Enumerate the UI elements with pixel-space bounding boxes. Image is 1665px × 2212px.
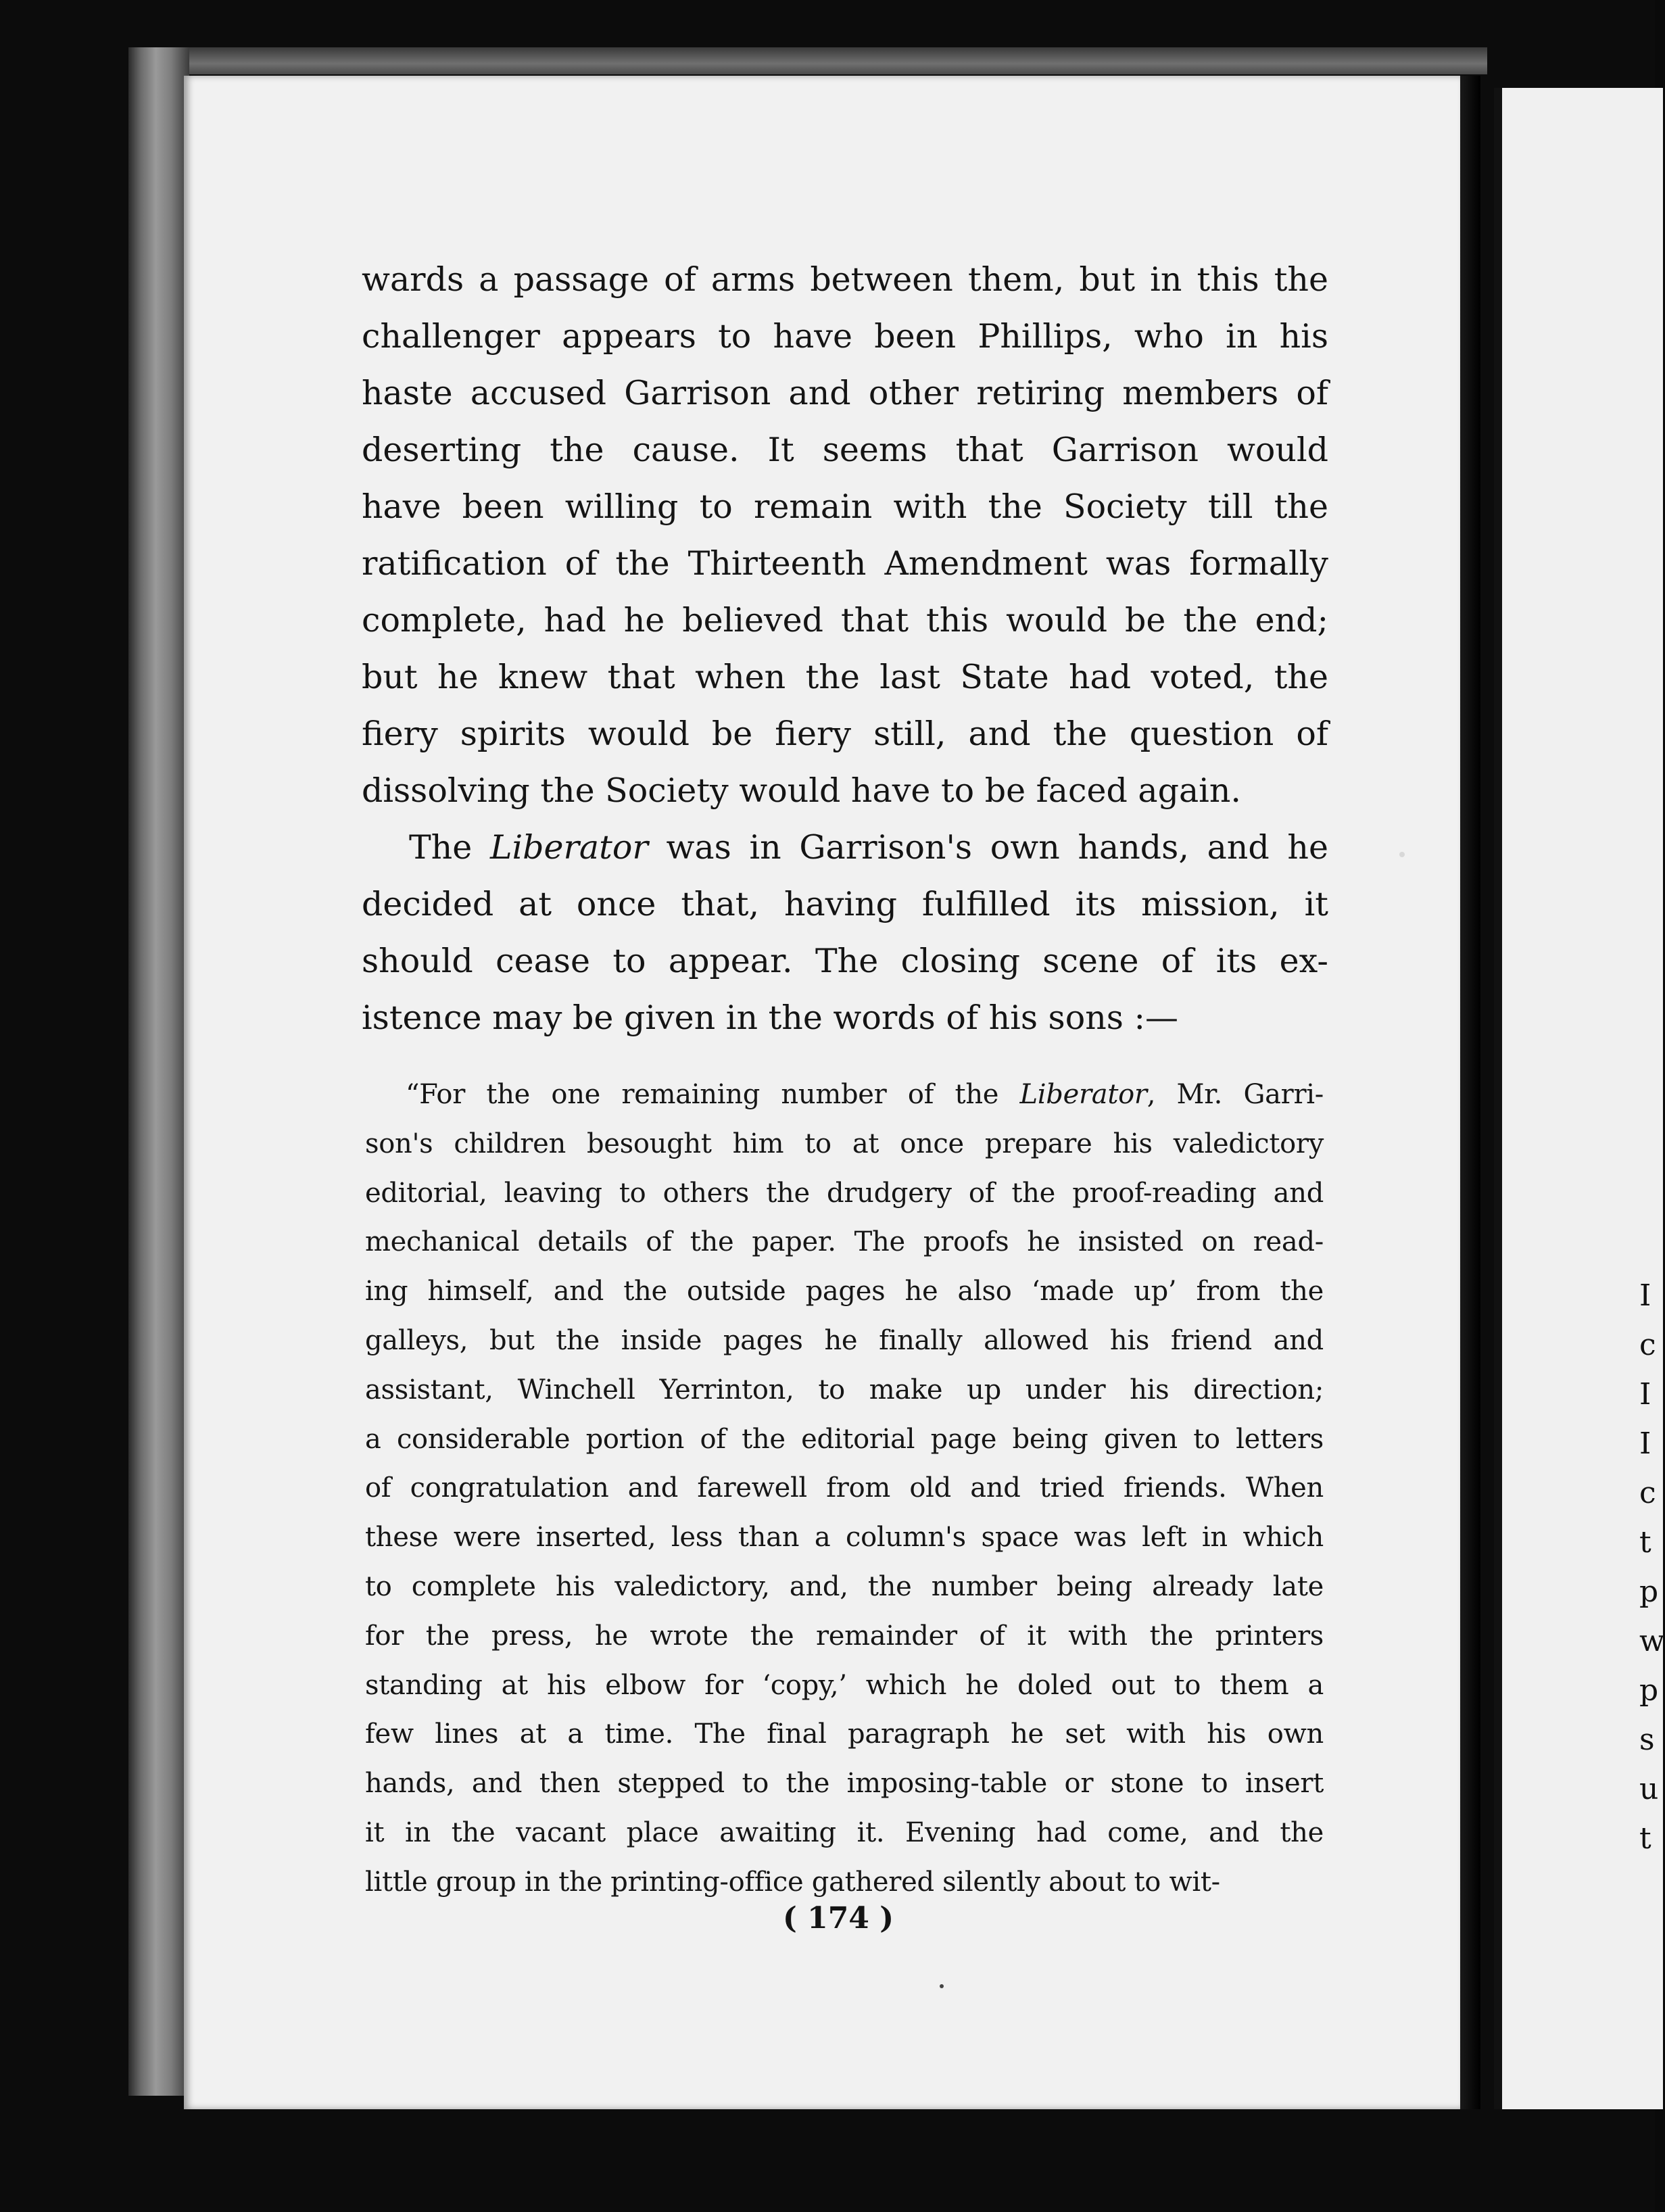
text-line: little group in the printing-office gathered silently about to wit- [365,1866,1220,1898]
facing-page-letter: I [1639,1426,1651,1461]
text-line: ratification of the Thirteenth Amendment was formally [362,544,1328,583]
facing-page-letter: p [1639,1673,1659,1708]
text-line: standing at his elbow for ‘copy,’ which he doled out to them a [365,1669,1324,1701]
text-line: wards a passage of arms between them, but in this the [362,260,1328,299]
text-line: istence may be given in the words of his sons :— [362,999,1178,1037]
text-line: galleys, but the inside pages he finally allowed his friend and [365,1324,1324,1356]
book-page-stack [128,47,189,2096]
text-line: of congratulation and farewell from old and tried friends. When [365,1472,1324,1504]
paragraph-1 [362,251,1328,819]
text-line: son's children besought him to at once prepare his valedictory [365,1128,1324,1159]
block-quote [365,1070,1324,1907]
facing-page-letter: I [1639,1278,1651,1313]
book-gutter [1460,76,1480,2109]
facing-page-letter: t [1639,1525,1651,1560]
text-line: editorial, leaving to others the drudgery of the proof-reading and [365,1177,1324,1209]
text-line: The Liberator was in Garrison's own hands, and he [409,828,1328,867]
text-line: “For the one remaining number of the Liberator, Mr. Garri- [406,1079,1324,1110]
text-line: a considerable portion of the editorial page being given to letters [365,1423,1324,1455]
facing-page-letter: s [1639,1723,1655,1757]
facing-page-letter: I [1639,1377,1651,1412]
facing-page-letter: c [1639,1476,1656,1510]
facing-page-letter: c [1639,1328,1656,1362]
text-line: challenger appears to have been Phillips, who in his [362,317,1328,356]
facing-page [1494,88,1663,2109]
paper-speck [940,1984,944,1988]
text-line: these were inserted, less than a column's space was left in which [365,1522,1324,1554]
text-line: mechanical details of the paper. The proofs he insisted on read- [365,1226,1324,1258]
text-line: deserting the cause. It seems that Garrison would [362,431,1328,469]
text-line: but he knew that when the last State had voted, the [362,658,1328,696]
facing-page-letter: t [1639,1821,1651,1856]
facing-page-letter: p [1639,1574,1659,1609]
book-top-edge [135,47,1487,74]
body-text [362,251,1328,1047]
text-line: assistant, Winchell Yerrinton, to make up under his direction; [365,1374,1324,1405]
paper-speck [1399,852,1405,857]
page-number: ( 174 ) [782,1901,894,1936]
paragraph-2 [362,819,1328,1047]
text-line: fiery spirits would be fiery still, and the question of [362,715,1328,753]
text-line: complete, had he believed that this would be the end; [362,601,1328,640]
text-line: to complete his valedictory, and, the number being already late [365,1570,1324,1602]
text-line: it in the vacant place awaiting it. Evening had come, and the [365,1817,1324,1848]
text-line: should cease to appear. The closing scene of its ex- [362,942,1328,980]
text-line: hands, and then stepped to the imposing-table or stone to insert [365,1768,1324,1800]
text-line: have been willing to remain with the Society till the [362,487,1328,526]
text-line: haste accused Garrison and other retiring members of [362,374,1328,412]
facing-page-letter: u [1639,1772,1659,1806]
text-line: decided at once that, having fulfilled its mission, it [362,885,1328,923]
text-line: for the press, he wrote the remainder of it with the printers [365,1620,1324,1652]
facing-page-letters [1639,1271,1665,1863]
text-line: dissolving the Society would have to be faced again. [362,771,1241,810]
text-line: few lines at a time. The final paragraph he set with his own [365,1718,1324,1750]
text-line: ing himself, and the outside pages he also ‘made up’ from the [365,1276,1324,1307]
facing-page-letter: w [1639,1624,1665,1658]
